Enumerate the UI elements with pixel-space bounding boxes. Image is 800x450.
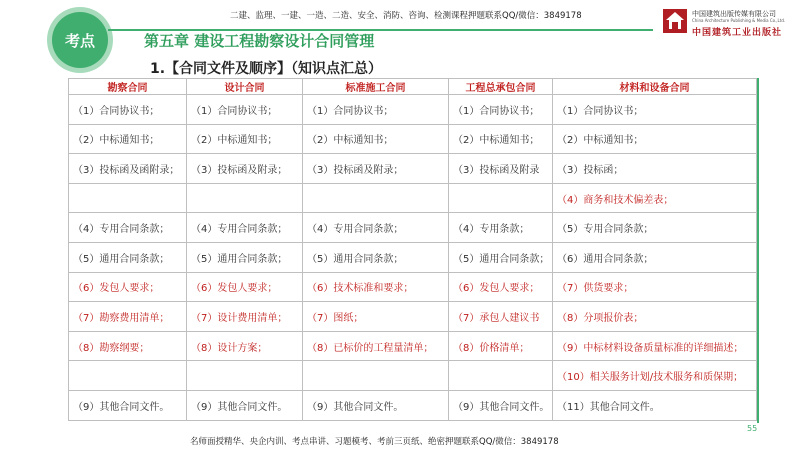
table-cell: （6）通用合同条款； bbox=[553, 242, 757, 272]
table-cell bbox=[303, 361, 449, 391]
table-row bbox=[69, 242, 757, 272]
table-row bbox=[69, 183, 757, 213]
table-cell: （1）合同协议书； bbox=[303, 95, 449, 125]
column-header: 标准施工合同 bbox=[303, 79, 449, 95]
table-cell bbox=[303, 183, 449, 213]
table-cell: （4）专用合同条款； bbox=[303, 213, 449, 243]
table-cell: （6）发包人要求； bbox=[187, 272, 303, 302]
top-notice: 二建、监理、一建、一造、二造、安全、消防、咨询、检测课程押题联系QQ/微信：3849178 bbox=[230, 11, 582, 21]
table-cell: （7）图纸； bbox=[303, 302, 449, 332]
table-cell: （8）设计方案； bbox=[187, 331, 303, 361]
column-header: 材料和设备合同 bbox=[553, 79, 757, 95]
table-cell: （4）专用合同条款； bbox=[69, 213, 187, 243]
table-cell: （5）专用合同条款； bbox=[553, 213, 757, 243]
table-cell: （7）勘察费用清单； bbox=[69, 302, 187, 332]
table-cell: （3）投标函及附录； bbox=[187, 154, 303, 184]
table-row bbox=[69, 213, 757, 243]
table-cell: （4）专用合同条款； bbox=[187, 213, 303, 243]
table-cell: （3）投标函及函附录； bbox=[69, 154, 187, 184]
table-cell: （6）发包人要求； bbox=[69, 272, 187, 302]
table-cell: （9）其他合同文件。 bbox=[449, 390, 553, 420]
table-row bbox=[69, 302, 757, 332]
table-header-row bbox=[69, 79, 757, 95]
publisher-name-cn2: 中国建筑工业出版社 bbox=[692, 28, 783, 38]
publisher-logo bbox=[662, 6, 790, 38]
table-row bbox=[69, 361, 757, 391]
column-header: 勘察合同 bbox=[69, 79, 187, 95]
table-cell: （9）中标材料设备质量标准的详细描述； bbox=[553, 331, 757, 361]
bottom-notice: 名师面授精华、央企内训、考点串讲、习题模考、考前三页纸、绝密押题联系QQ/微信：3849178 bbox=[190, 437, 559, 447]
table-cell: （5）通用合同条款； bbox=[69, 242, 187, 272]
table-cell: （7）设计费用清单； bbox=[187, 302, 303, 332]
table-cell bbox=[69, 183, 187, 213]
table-cell: （2）中标通知书； bbox=[303, 124, 449, 154]
table-cell: （5）通用合同条款； bbox=[187, 242, 303, 272]
table-row bbox=[69, 124, 757, 154]
table-cell: （7）供货要求； bbox=[553, 272, 757, 302]
table-cell: （6）技术标准和要求； bbox=[303, 272, 449, 302]
right-accent-rule bbox=[757, 78, 759, 423]
table-cell: （1）合同协议书； bbox=[69, 95, 187, 125]
table-cell: （1）合同协议书； bbox=[553, 95, 757, 125]
table-cell: （2）中标通知书； bbox=[553, 124, 757, 154]
table-cell: （2）中标通知书； bbox=[187, 124, 303, 154]
table-row bbox=[69, 390, 757, 420]
table-cell: （5）通用合同条款； bbox=[449, 242, 553, 272]
table-cell: （1）合同协议书； bbox=[449, 95, 553, 125]
topic-badge-label: 考点 bbox=[64, 31, 95, 50]
table-cell: （10）相关服务计划/技术服务和质保期； bbox=[553, 361, 757, 391]
table-cell: （11）其他合同文件。 bbox=[553, 390, 757, 420]
table-cell: （6）发包人要求； bbox=[449, 272, 553, 302]
table-cell: （8）价格清单； bbox=[449, 331, 553, 361]
section-title: 1.【合同文件及顺序】（知识点汇总） bbox=[150, 61, 383, 77]
column-header: 工程总承包合同 bbox=[449, 79, 553, 95]
table-cell: （5）通用合同条款； bbox=[303, 242, 449, 272]
table-row bbox=[69, 95, 757, 125]
table-cell: （2）中标通知书； bbox=[69, 124, 187, 154]
table-body bbox=[69, 95, 757, 421]
contract-documents-table bbox=[68, 78, 757, 421]
table-cell bbox=[449, 361, 553, 391]
publisher-name-en: China Architecture Publishing & Media Co.,Ltd. bbox=[692, 18, 786, 23]
publisher-name-cn: 中国建筑出版传媒有限公司 bbox=[692, 10, 776, 18]
table-cell: （3）投标函及附录； bbox=[303, 154, 449, 184]
table-cell bbox=[187, 183, 303, 213]
table-cell: （7）承包人建议书 bbox=[449, 302, 553, 332]
table-cell: （3）投标函； bbox=[553, 154, 757, 184]
table-row bbox=[69, 272, 757, 302]
topic-badge bbox=[52, 12, 108, 68]
table-cell bbox=[187, 361, 303, 391]
publisher-logo-icon bbox=[662, 8, 688, 34]
table-cell: （9）其他合同文件。 bbox=[69, 390, 187, 420]
column-header: 设计合同 bbox=[187, 79, 303, 95]
table-cell bbox=[69, 361, 187, 391]
table-cell: （9）其他合同文件。 bbox=[187, 390, 303, 420]
table-cell: （8）分项报价表； bbox=[553, 302, 757, 332]
table-cell: （1）合同协议书； bbox=[187, 95, 303, 125]
table-cell: （8）已标价的工程量清单； bbox=[303, 331, 449, 361]
table-row bbox=[69, 154, 757, 184]
table-cell: （4）专用条款； bbox=[449, 213, 553, 243]
table-row bbox=[69, 331, 757, 361]
table-cell: （2）中标通知书； bbox=[449, 124, 553, 154]
table-cell: （8）勘察纲要； bbox=[69, 331, 187, 361]
table-cell: （4）商务和技术偏差表； bbox=[553, 183, 757, 213]
chapter-title: 第五章 建设工程勘察设计合同管理 bbox=[144, 32, 375, 50]
table-cell bbox=[449, 183, 553, 213]
table-cell: （3）投标函及附录 bbox=[449, 154, 553, 184]
table-cell: （9）其他合同文件。 bbox=[303, 390, 449, 420]
page-number: 55 bbox=[747, 424, 758, 433]
